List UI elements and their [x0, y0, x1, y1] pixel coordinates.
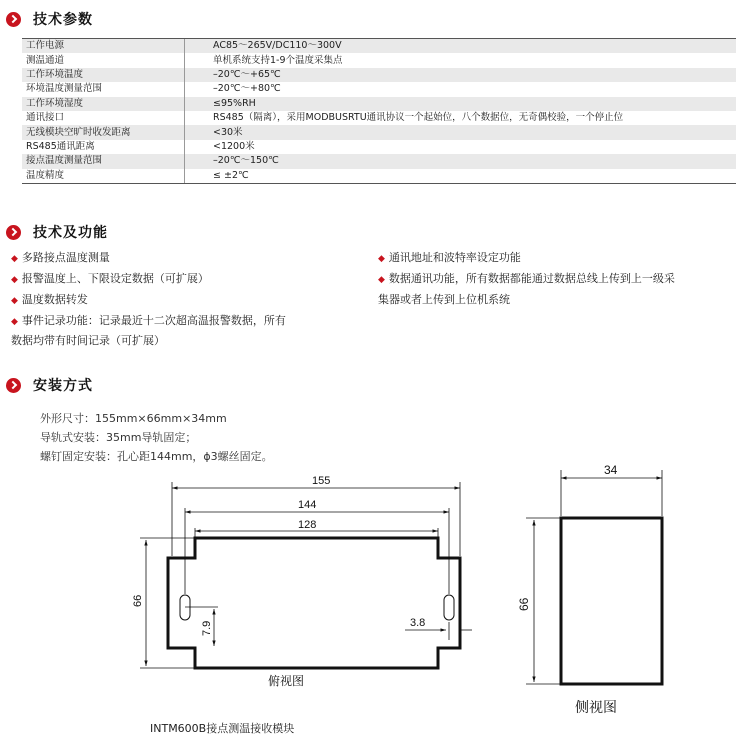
param-value: AC85～265V/DC110～300V: [213, 40, 342, 52]
param-value: <30米: [213, 126, 243, 138]
top-view-outline: [168, 538, 460, 668]
side-view-outline: [561, 518, 662, 684]
install-dimensions: 外形尺寸：155mm×66mm×34mm: [40, 412, 227, 425]
install-section-title: 安装方式: [33, 378, 93, 394]
params-row: [22, 39, 736, 53]
feature-item: ◆ 多路接点温度测量: [11, 251, 110, 264]
dim-text-3.8: 3.8: [410, 617, 426, 629]
param-value: –20℃～150℃: [213, 155, 279, 167]
param-key: 温度精度: [22, 169, 185, 183]
diamond-bullet-icon: ◆: [378, 275, 385, 285]
table-bottom-rule: [22, 183, 736, 184]
param-key: RS485通讯距离: [22, 140, 185, 154]
install-description: [40, 409, 273, 466]
install-screw-mount: 螺钉固定安装：孔心距144mm，ϕ3螺丝固定。: [40, 450, 273, 463]
params-row: [22, 140, 736, 154]
param-key: 工作环境湿度: [22, 97, 185, 111]
param-key: 接点温度测量范围: [22, 154, 185, 168]
params-row: [22, 53, 736, 67]
top-view-label: 俯视图: [268, 674, 305, 688]
param-value: RS485（隔离），采用MODBUSRTU通讯协议一个起始位，八个数据位，无奇偶校验，一个停止位: [213, 112, 624, 124]
dim-text-155: 155: [312, 475, 331, 487]
dim-text-66: 66: [132, 594, 144, 607]
features-right-list: [378, 248, 738, 310]
feature-item: ◆ 数据通讯功能，所有数据都能通过数据总线上传到上一级采: [378, 272, 675, 285]
param-value: ≤ ±2℃: [213, 169, 249, 181]
feature-item-continuation: 数据均带有时间记录（可扩展）: [11, 334, 165, 347]
install-rail-mount: 导轨式安装：35mm导轨固定；: [40, 431, 197, 444]
params-section-header: [6, 7, 93, 31]
features-section-title: 技术及功能: [33, 225, 108, 241]
dim-text-66-side: 66: [517, 597, 531, 611]
feature-item: ◆ 报警温度上、下限设定数据（可扩展）: [11, 272, 209, 285]
left-mount-slot: [180, 595, 190, 620]
feature-item: ◆ 温度数据转发: [11, 293, 88, 306]
diamond-bullet-icon: ◆: [378, 254, 385, 264]
arrow-bullet-icon: [6, 378, 21, 393]
param-key: 无线模块空旷时收发距离: [22, 125, 185, 139]
param-value: ≤95%RH: [213, 97, 256, 109]
diamond-bullet-icon: ◆: [11, 254, 18, 264]
params-row: [22, 97, 736, 111]
params-row: [22, 82, 736, 96]
param-value: 单机系统支持1-9个温度采集点: [213, 54, 343, 66]
feature-item: ◆ 通讯地址和波特率设定功能: [378, 251, 521, 264]
side-view-label: 侧视图: [575, 700, 617, 716]
params-table: [22, 39, 736, 183]
param-key: 环境温度测量范围: [22, 82, 185, 96]
diamond-bullet-icon: ◆: [11, 317, 18, 327]
diamond-bullet-icon: ◆: [11, 296, 18, 306]
params-row: [22, 68, 736, 82]
param-key: 工作环境温度: [22, 68, 185, 82]
dim-text-7.9: 7.9: [201, 620, 213, 636]
param-key: 测温通道: [22, 53, 185, 67]
param-key: 通讯接口: [22, 111, 185, 125]
right-mount-slot: [444, 595, 454, 620]
product-caption: INTM600B接点测温接收模块: [150, 722, 295, 735]
params-row: [22, 154, 736, 168]
dim-text-144: 144: [298, 499, 317, 511]
diamond-bullet-icon: ◆: [11, 275, 18, 285]
features-left-list: [11, 248, 361, 332]
param-key: 工作电源: [22, 39, 185, 53]
arrow-bullet-icon: [6, 12, 21, 27]
param-value: –20℃～+80℃: [213, 83, 281, 95]
param-value: –20℃～+65℃: [213, 68, 281, 80]
params-section-title: 技术参数: [33, 12, 93, 28]
params-row: [22, 111, 736, 125]
feature-item: ◆ 事件记录功能：记录最近十二次超高温报警数据，所有: [11, 314, 286, 327]
dim-text-128: 128: [298, 519, 317, 531]
param-value: <1200米: [213, 140, 255, 152]
install-section-header: [6, 373, 93, 397]
features-section-header: [6, 220, 108, 244]
params-row: [22, 125, 736, 139]
arrow-bullet-icon: [6, 225, 21, 240]
dim-text-34: 34: [604, 463, 618, 477]
params-row: [22, 169, 736, 183]
feature-item-continuation: 集器或者上传到上位机系统: [378, 293, 510, 306]
